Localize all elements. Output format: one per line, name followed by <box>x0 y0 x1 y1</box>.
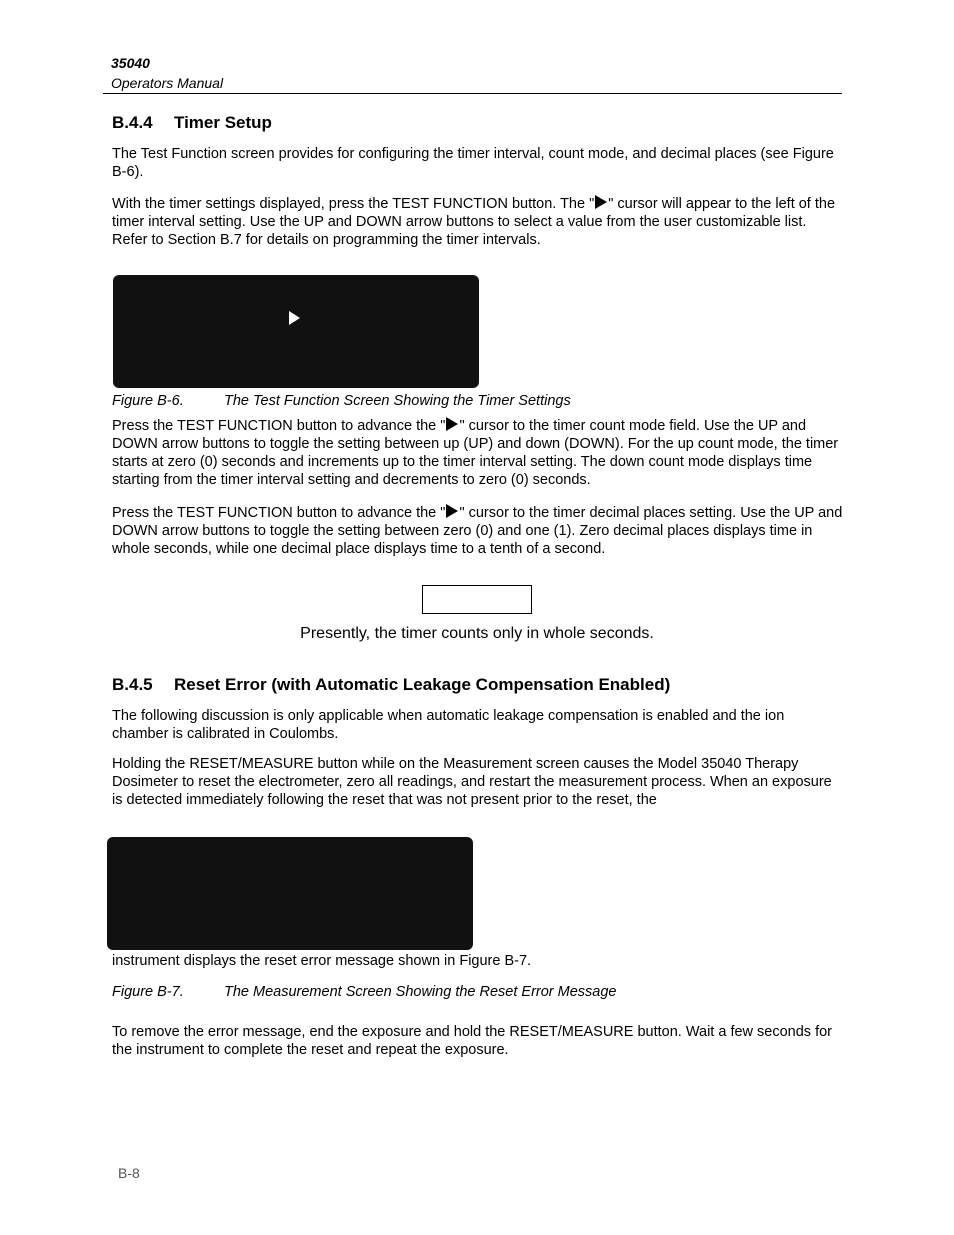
cursor-triangle-icon <box>446 417 458 431</box>
figure-label: Figure B-6. <box>112 393 184 409</box>
figure-caption-text: The Test Function Screen Showing the Timer Settings <box>224 393 571 409</box>
section-heading-b45 <box>112 675 670 695</box>
section-number: B.4.4 <box>112 113 153 132</box>
section-heading-b44 <box>112 113 272 133</box>
text-run: Press the TEST FUNCTION button to advance the " <box>112 418 446 434</box>
figure-caption-text: The Measurement Screen Showing the Reset Error Message <box>224 984 617 1000</box>
section-number: B.4.5 <box>112 675 153 694</box>
test-function-screen <box>113 275 479 388</box>
note-text: Presently, the timer counts only in whole seconds. <box>300 625 654 642</box>
paragraph: To remove the error message, end the exposure and hold the RESET/MEASURE button. Wait a few seconds for the instrument to complete the reset and repeat the exposure. <box>112 1024 832 1058</box>
figure-caption-b6 <box>112 393 571 409</box>
text-run: " cursor to the timer count mode field. Use the UP and DOWN arrow buttons to toggle the setting between up (UP) and down (DOWN). For the up count mode, the timer starts at zero (0) seconds and increments up to the timer interval setting. The down count mode displays time starting from the timer interval setting and decrements to zero (0) seconds. <box>112 418 839 488</box>
measurement-screen <box>107 837 473 950</box>
text-run: Press the TEST FUNCTION button to advance the " <box>112 505 446 521</box>
paragraph: instrument displays the reset error message shown in Figure B-7. <box>112 953 532 969</box>
figure-caption-b7 <box>112 984 617 1000</box>
paragraph: Holding the RESET/MEASURE button while on the Measurement screen causes the Model 35040 Therapy Dosimeter to reset the electrometer, zero all readings, and restart the measurement process. When an exposure is detected immediately following the reset that was not present prior to the reset, the <box>112 756 832 808</box>
cursor-triangle-icon <box>446 504 458 518</box>
figure-label: Figure B-7. <box>112 984 184 1000</box>
section-title: Reset Error (with Automatic Leakage Compensation Enabled) <box>174 675 671 694</box>
paragraph <box>112 504 844 558</box>
section-title: Timer Setup <box>174 113 272 132</box>
note-box <box>422 585 532 614</box>
text-run: " cursor will appear to the left of the timer interval setting. Use the UP and DOWN arrow buttons to select a value from the user customizable list. Refer to Section B.7 for details on programming the timer intervals. <box>112 196 836 248</box>
text-run: With the timer settings displayed, press the TEST FUNCTION button. The " <box>112 196 595 212</box>
paragraph: The following discussion is only applicable when automatic leakage compensation is enabled and the ion chamber is calibrated in Coulombs. <box>112 708 785 742</box>
cursor-triangle-icon <box>595 195 607 209</box>
paragraph <box>112 195 844 249</box>
page-number: B-8 <box>118 1165 140 1181</box>
text-run: " cursor to the timer decimal places setting. Use the UP and DOWN arrow buttons to toggle the setting between zero (0) and one (1). Zero decimal places displays time in whole seconds, while one decimal place displays time to a tenth of a second. <box>112 505 843 557</box>
header-rule <box>103 93 842 94</box>
header-model-number: 35040 <box>111 55 150 71</box>
screen-cursor-icon <box>289 311 300 325</box>
paragraph: The Test Function screen provides for configuring the timer interval, count mode, and decimal places (see Figure B-6). <box>112 146 834 180</box>
paragraph <box>112 417 844 489</box>
header-manual-title: Operators Manual <box>111 75 224 91</box>
